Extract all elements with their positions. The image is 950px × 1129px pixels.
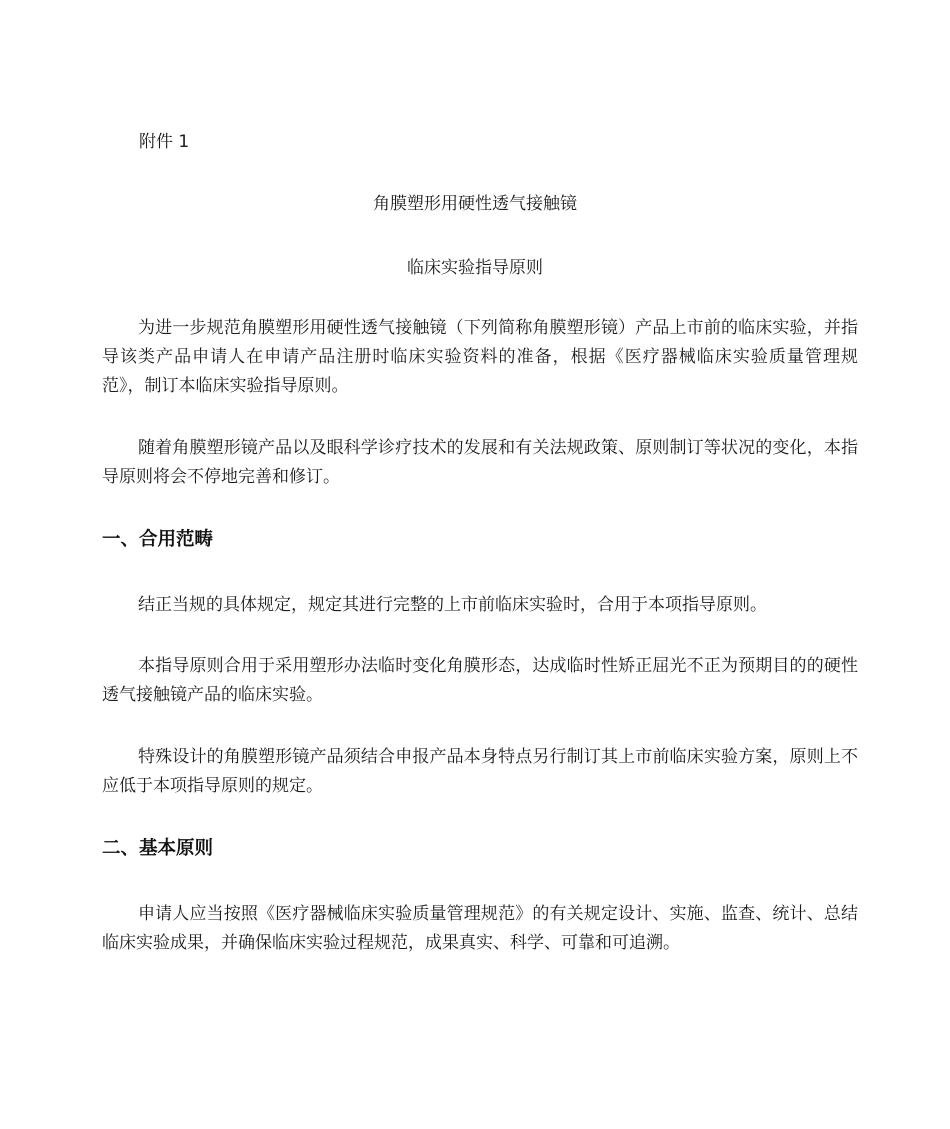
document-title-line-2: 临床实验指导原则	[407, 258, 543, 278]
section-1-paragraph-2: 本指导原则合用于采用塑形办法临时变化角膜形态，达成临时性矫正屈光不正为预期目的的硬性透气接触镜产品的临床实验。	[102, 656, 858, 705]
section-1-paragraph-3: 特殊设计的角膜塑形镜产品须结合申报产品本身特点另行制订其上市前临床实验方案，原则上不应低于本项指导原则的规定。	[102, 747, 858, 796]
section-1-paragraph-1: 结正当规的具体规定，规定其进行完整的上市前临床实验时，合用于本项指导原则。	[138, 595, 767, 615]
document-title-line-1: 角膜塑形用硬性透气接触镜	[373, 194, 577, 214]
intro-paragraph-2: 随着角膜塑形镜产品以及眼科学诊疗技术的发展和有关法规政策、原则制订等状况的变化，本指导原则将会不停地完善和修订。	[102, 438, 858, 487]
section-2-heading: 二、基本原则	[102, 838, 214, 859]
section-2-paragraph-1: 申请人应当按照《医疗器械临床实验质量管理规范》的有关规定设计、实施、监查、统计、总结临床实验成果，并确保临床实验过程规范，成果真实、科学、可靠和可追溯。	[102, 904, 858, 953]
attachment-label: 附件 1	[139, 132, 190, 152]
section-1-heading: 一、合用范畴	[102, 529, 214, 550]
intro-paragraph-1: 为进一步规范角膜塑形用硬性透气接触镜（下列简称角膜塑形镜）产品上市前的临床实验，并指导该类产品申请人在申请产品注册时临床实验资料的准备，根据《医疗器械临床实验质量管理规范》，制订本临床实验指导原则。	[102, 318, 858, 396]
